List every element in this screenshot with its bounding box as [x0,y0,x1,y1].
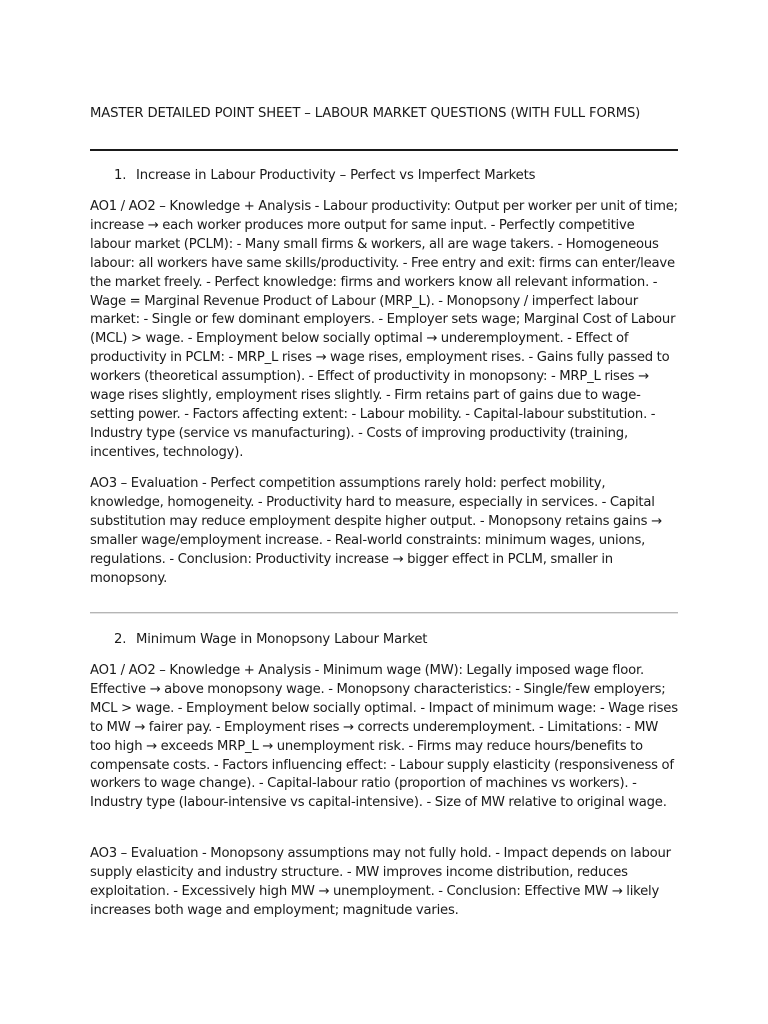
section-1-title: Increase in Labour Productivity – Perfect vs Imperfect Markets [136,168,536,183]
title-divider [90,149,678,151]
document-title: MASTER DETAILED POINT SHEET – LABOUR MARKET QUESTIONS (WITH FULL FORMS) [90,106,641,121]
section-divider [90,612,678,613]
section-2-heading [114,631,427,649]
section-1-ao3-paragraph: AO3 – Evaluation - Perfect competition assumptions rarely hold: perfect mobility, knowledge, homogeneity. - Productivity hard to measure, especially in services. - Capital substitution may reduce employment despite higher output. - Monopsony retains gains → smaller wage/employment increase. - Real-world constraints: minimum wages, unions, regulations. - Conclusion: Productivity increase → bigger effect in PCLM, smaller in monopsony. [90,476,662,586]
section-1-number: 1. [114,168,127,183]
section-1-heading [114,167,535,185]
section-2-title: Minimum Wage in Monopsony Labour Market [136,632,428,647]
section-2-ao3-paragraph: AO3 – Evaluation - Monopsony assumptions may not fully hold. - Impact depends on labour supply elasticity and industry structure. - MW improves income distribution, reduces exploitation. - Excessively high MW → unemployment. - Conclusion: Effective MW → likely increases both wage and employment; magnitude varies. [90,846,671,918]
section-2-number: 2. [114,632,127,647]
section-1-ao1-ao2-paragraph: AO1 / AO2 – Knowledge + Analysis - Labour productivity: Output per worker per unit of time; increase → each worker produces more output for same input. - Perfectly competitive labour market (PCLM): - Many small firms & workers, all are wage takers. - Homogeneous labour: all workers have same skills/productivity. - Free entry and exit: firms can enter/leave the market freely. - Perfect knowledge: firms and workers know all relevant information. - Wage = Marginal Revenue Product of Labour (MRP_L). - Monopsony / imperfect labour market: - Single or few dominant employers. - Employer sets wage; Marginal Cost of Labour (MCL) > wage. - Employment below socially optimal → underemployment. - Effect of productivity in PCLM: - MRP_L rises → wage rises, employment rises. - Gains fully passed to workers (theoretical assumption). - Effect of productivity in monopsony: - MRP_L rises → wage rises slightly, employment rises slightly. - Firm retains part of gains due to wage-setting power. - Factors affecting extent: - Labour mobility. - Capital-labour substitution. - Industry type (service vs manufacturing). - Costs of improving productivity (training, incentives, technology). [90,199,678,460]
section-2-ao1-ao2-paragraph: AO1 / AO2 – Knowledge + Analysis - Minimum wage (MW): Legally imposed wage floor. Effective → above monopsony wage. - Monopsony characteristics: - Single/few employers; MCL > wage. - Employment below socially optimal. - Impact of minimum wage: - Wage rises to MW → fairer pay. - Employment rises → corrects underemployment. - Limitations: - MW too high → exceeds MRP_L → unemployment risk. - Firms may reduce hours/benefits to compensate costs. - Factors influencing effect: - Labour supply elasticity (responsiveness of workers to wage change). - Capital-labour ratio (proportion of machines vs workers). - Industry type (labour-intensive vs capital-intensive). - Size of MW relative to original wage. [90,663,678,811]
